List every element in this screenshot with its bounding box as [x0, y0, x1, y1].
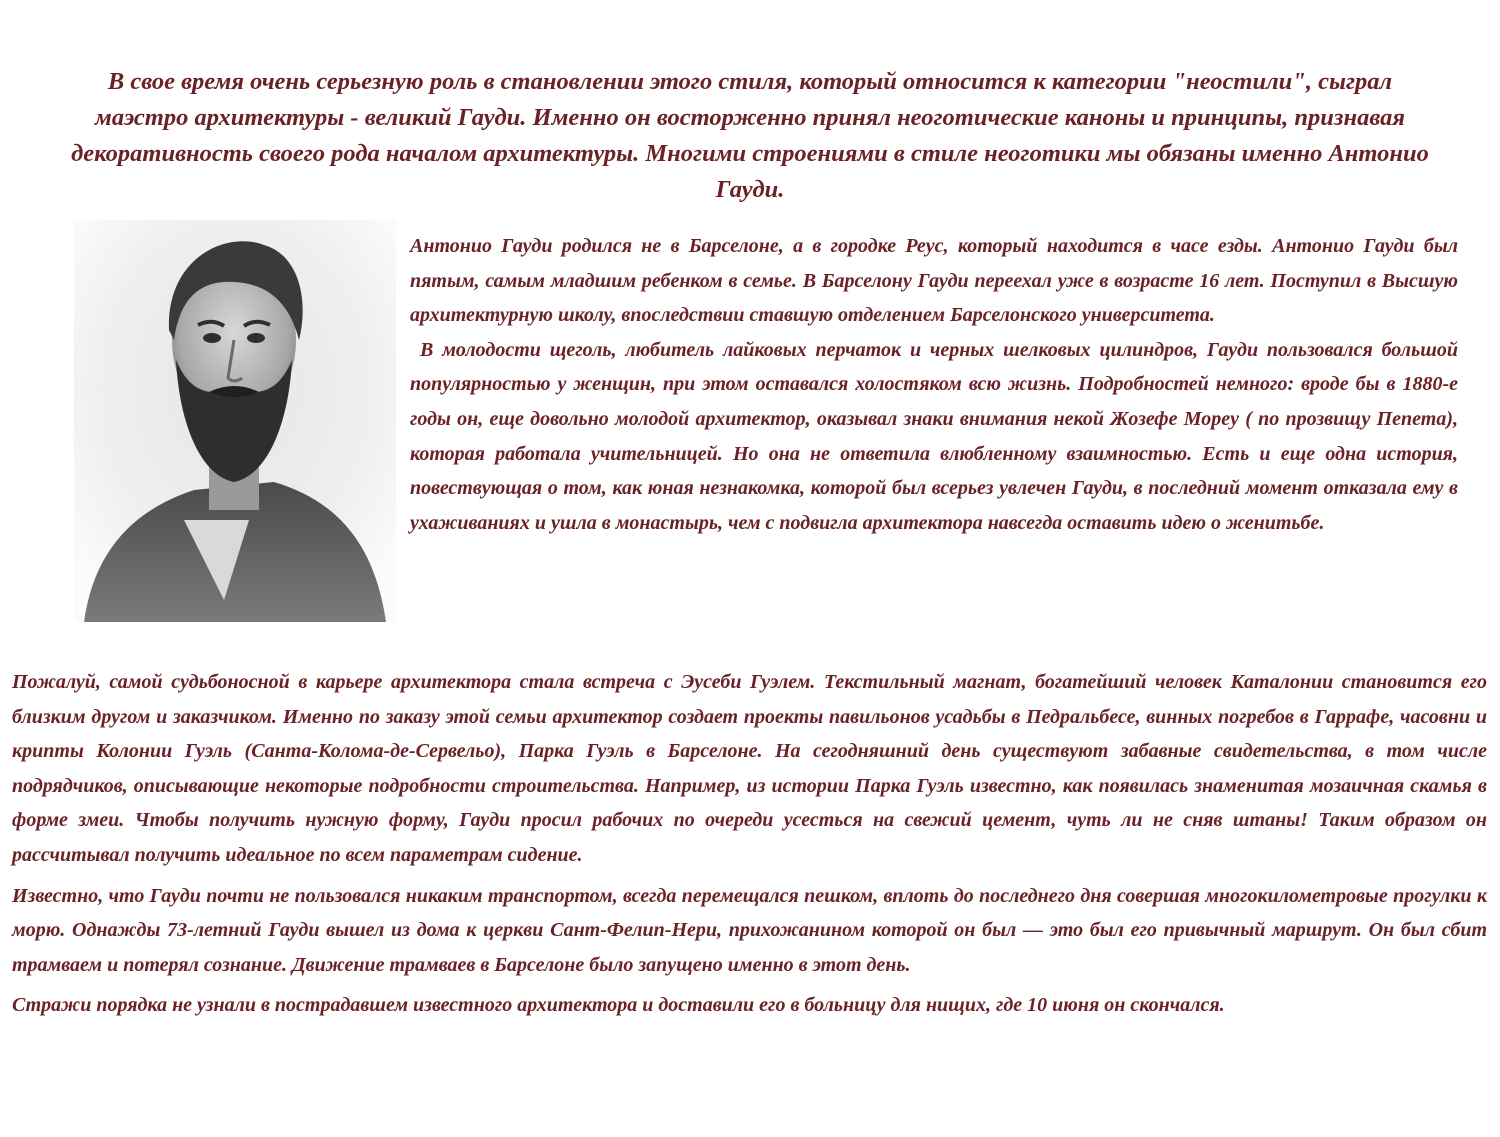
story-section	[12, 665, 1487, 1029]
biography-section	[410, 229, 1458, 540]
intro-text: В свое время очень серьезную роль в становлении этого стиля, который относится к категории "неостили", сыграл маэстро архитектуры - великий Гауди. Именно он восторженно принял неоготические каноны и принципы, признавая декоративность своего рода началом архитектуры. Многими строениями в стиле неоготики мы обязаны именно Антонио Гауди.	[71, 68, 1429, 203]
bio-paragraph-1: Антонио Гауди родился не в Барселоне, а в городке Реус, который находится в часе езды. Антонио Гауди был пятым, самым младшим ребенком в семье. В Барселону Гауди переехал уже в возрасте 16 лет. Поступил в Высшую архитектурную школу, впоследствии ставшую отделением Барселонского университета.	[410, 235, 1458, 327]
story-paragraph-3: Стражи порядка не узнали в пострадавшем известного архитектора и доставили его в больницу для нищих, где 10 июня он скончался.	[12, 994, 1225, 1017]
portrait-photo	[74, 220, 396, 622]
bio-paragraph-2: В молодости щеголь, любитель лайковых перчаток и черных шелковых цилиндров, Гауди пользовался большой популярностью у женщин, при этом оставался холостяком всю жизнь. Подробностей немного: вроде бы в 1880-е годы он, еще довольно молодой архитектор, оказывал знаки внимания некой Жозефе Морeу ( по прозвищу Пепета), которая работала учительницей. Но она не ответила влюбленному взаимностью. Есть и еще одна история, повествующая о том, как юная незнакомка, которой был всерьез увлечен Гауди, в последний момент отказала ему в ухаживаниях и ушла в монастырь, чем с подвигла архитектора навсегда оставить идею о женитьбе.	[410, 338, 1458, 534]
story-paragraph-2: Известно, что Гауди почти не пользовался никаким транспортом, всегда перемещался пешком, вплоть до последнего дня совершая многокилометровые прогулки к морю. Однажды 73-летний Гауди вышел из дома к церкви Сант-Фелип-Нери, прихожанином которой он был — это был его привычный маршрут. Он был сбит трамваем и потерял сознание. Движение трамваев в Барселоне было запущено именно в этот день.	[12, 884, 1487, 976]
portrait-photo-icon	[74, 220, 396, 622]
story-paragraph-1: Пожалуй, самой судьбоносной в карьере архитектора стала встреча с Эусеби Гуэлем. Текстильный магнат, богатейший человек Каталонии становится его близким другом и заказчиком. Именно по заказу этой семьи архитектор создает проекты павильонов усадьбы в Педральбесе, винных погребов в Гаррафе, часовни и крипты Колонии Гуэль (Санта-Колома-де-Сервельо), Парка Гуэль в Барселоне. На сегодняшний день существуют забавные свидетельства, в том числе подрядчиков, описывающие некоторые подробности строительства. Например, из истории Парка Гуэль известно, как появилась знаменитая мозаичная скамья в форме змеи. Чтобы получить нужную форму, Гауди просил рабочих по очереди усесться на свежий цемент, чуть ли не сняв штаны! Таким образом он рассчитывал получить идеальное по всем параметрам сидение.	[12, 671, 1487, 866]
